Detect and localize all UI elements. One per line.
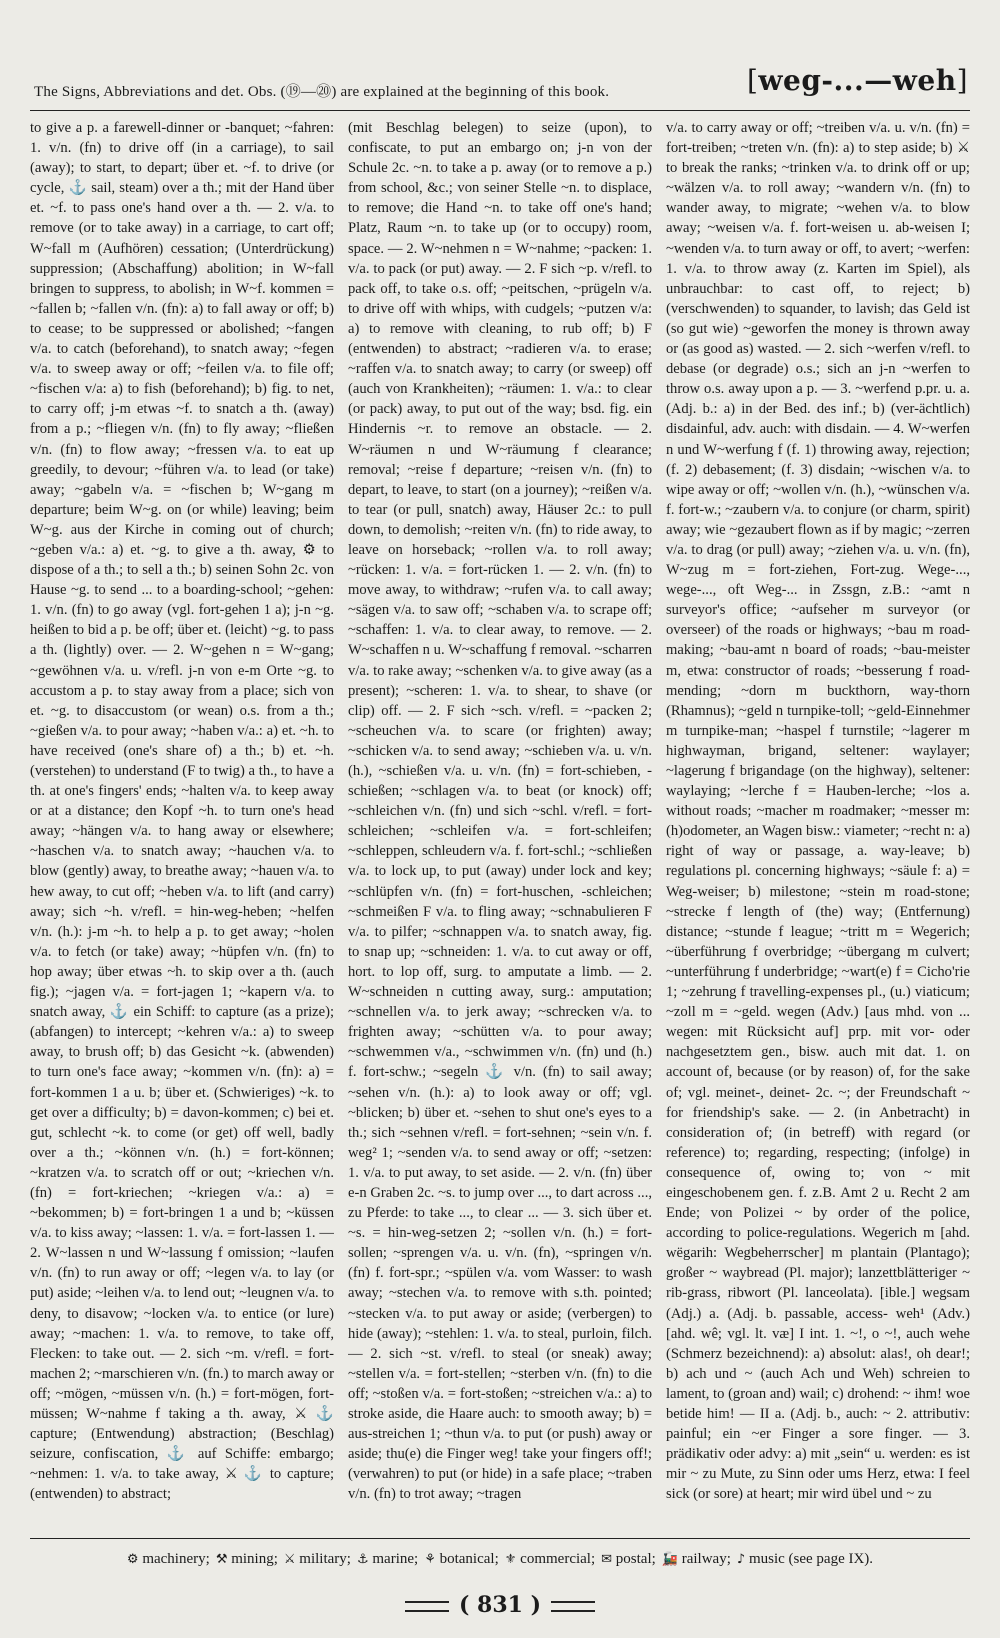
column-3-text: v/a. to carry away or off; ~treiben v/a. u. v/n. (fn) = fort-treiben; ~treten v/n. (fn): a) to step aside; b) ⚔ to break the ranks; ~trinken v/a. to drink off or up; ~wälzen v/a. to roll away; ~wandern v/n. (fn) to wander away, to migrate; ~wehen v/a. to blow away; ~weisen v/a. f. fort-weisen u. ab-weisen I; ~wenden v/a. to turn away or off, to avert; ~werfen: 1. v/a. to throw away (z. Karten im Spiel), als unbrauchbar: to cast off, to reject; b) (verschwenden) to squander, to lavish; das Geld ist (so gut wie) ~geworfen the money is thrown away or (as good as) wasted. — 2. sich ~werfen v/refl. to debase (or degrade) o.s.; sich an j-n ~werfen to throw o.s. away upon a p. — 3. ~werfend p.pr. u. a. (Adj. b.: a) in der Bed. des inf.; b) (ver-ächtlich) disdainful, adv. auch: with disdain. — 4. W~werfen n und W~werfung f (f. 1) throwing away, rejection; (f. 2) debasement; (f. 3) disdain; ~wischen v/a. to wipe away or off; ~wollen v/n. (h.), ~wünschen v/a. f. fort-w.; ~zaubern v/a. to conjure (or charm, spirit) away; wie ~gezaubert flown as if by magic; ~zerren v/a. to drag (or pull) away; ~ziehen v/a. u. v/n. (fn), W~zug m = fort-ziehen, Fort-zug. Wege-..., wege-..., oft Weg-... in Zssgn, z.B.: ~amt n surveyor's office; ~aufseher m surveyor (or overseer) of the roads or highways; ~bau m road-making; ~bau-amt n board of roads; ~bau-meister m, etwa: constructor of roads; ~besserung f road-mending; ~dorn m buckthorn, way-thorn (Rhamnus); ~geld n turnpike-toll; ~geld-Einnehmer m turnpike-man; ~haspel f turnstile; ~lagerer m highwayman, brigand, seltener: waylayer; ~lagerung f brigandage (on the highway), seltener: waylaying; ~lerche f = Hauben-lerche; ~los a. without roads; ~macher m roadmaker; ~messer m: (h)odometer, an Wagen bisw.: viameter; ~recht n: a) right of way or passage, a. way-leave; b) regulations pl. concerning highways; ~säule f: a) = Weg-weiser; b) milestone; ~stein m road-stone; ~strecke f length of (the) way; (Entfernung) distance; ~stunde f league; ~tritt m = Wegerich; ~überführung f overbridge; ~übergang m culvert; ~unterführung f underbridge; ~wart(e) f = Cicho'rie 1; ~zehrung f travelling-expenses pl., (u.) viaticum; ~zoll m = ~geld. wegen (Adv.) [aus mhd. von ... wegen: mit Rücksicht auf] prp. mit vor- oder nachgesetztem gen., bisw. auch mit dat. 1. on account of, because (or by reason) of, for the sake of; vgl. meinet-, deinet- 2c. ~; der Freundschaft ~ for friendship's sake. — 2. (in Anbetracht) in consideration of; (in betreff) with regard (or reference) to; regarding, respecting; (infolge) in consequence of, owing to; von ~ mit eingeschobenem gen. f. z.B. Amt 2 u. Recht 2 am Ende; von Polizei ~ by order of the police, according to police-regulations. Wegerich m [ahd. wëgarih: Wegbeherrscher] m plantain (Plantago); großer ~ waybread (Pl. major); lanzettblätteriger ~ rib-grass, ribwort (Pl. lanceolata). [ible.] wegsam (Adj.) a. (Adj. b. passable, access- weh¹ (Adv.) [ahd. wê; vgl. lt. væ] I int. 1. ~!, o ~!, auch wehe (Schmerz bezeichnend): a) absolut: alas!, oh dear!; b) ach und ~ (auch Ach und Weh) schreien to lament, to (groan and) wail; c) drohend: ~ ihm! woe betide him! — II a. (Adj. b., auch: ~ 2. attributiv: painful; ein ~er Finger a sore finger. — 3. prädikativ oder advy: a) mit „sein“ u. werden: es ist mir ~ zu Mute, zu Sinn oder ums Herz, etwa: I feel sick (or sore) at heart; mir wird übel und ~ zu xyxy=(666,120,970,1503)
column-1-text: to give a p. a farewell-dinner or -banquet; ~fahren: 1. v/n. (fn) to drive off (in a carriage), to sail (away); to start, to depart; über et. ~f. to drive (or cycle, ⚓ sail, steam) over a th.; mit der Hand über et. ~f. to pass one's hand over a th. — 2. v/a. to remove (or to take away) in a carriage, to cart off; W~fall m (Aufhören) cessation; (Unterdrückung) suppression; (Abschaffung) abolition; in W~fall bringen to suppress, to abolish; in W~f. kommen = ~fallen b; ~fallen v/n. (fn): a) to fall away or off; b) to cease; to be suppressed or abolished; ~fangen v/a. to catch (beforehand), to snatch away; ~fegen v/a. to sweep away or off; ~feilen v/a. to file off; ~fischen v/a: a) to fish (beforehand); b) fig. to net, to carry off; j-m etwas ~f. to snatch a th. (away) from a p.; ~fliegen v/n. (fn) to fly away; ~fließen v/n. (fn) to flow away; ~fressen v/a. to eat up greedily, to devour; ~führen v/a. to lead (or take) away; ~gabeln v/a. = ~fischen b; W~gang m departure; beim W~g. on (or while) leaving; beim W~g. aus der Kirche in coming out of church; ~geben v/a.: a) et. ~g. to give a th. away, ⚙ to dispose of a th.; to sell a th.; b) seinen Sohn 2c. von Hause ~g. to send ... to a boarding-school; ~gehen: 1. v/n. (fn) to go away (vgl. fort-gehen 1 a); j-n ~g. heißen to bid a p. be off; über et. (leicht) ~g. to pass a th. (lightly) over. — 2. W~gehen n = W~gang; ~gewöhnen v/a. u. v/refl. j-n von e-m Orte ~g. to accustom a p. to stay away from a place; sich von et. ~g. to disaccustom (or wean) o.s. from a th.; ~gießen v/a. to pour away; ~haben v/a.: a) et. ~h. to have received (one's share of) a th.; b) et. ~h. (verstehen) to understand (F to twig) a th., to have a th. at one's fingers' ends; ~halten v/a. to keep away or at a distance; den Kopf ~h. to turn one's head away; ~hängen v/a. to hang away or elsewhere; ~haschen v/a. to snatch away; ~hauchen v/a. to blow (gently) away, to breathe away; ~hauen v/a. to hew away, to cut off; ~heben v/a. to lift (and carry) away; sich ~h. v/refl. = hin-weg-heben; ~helfen v/n. (h.): j-m ~h. to help a p. to get away; ~holen v/a. to fetch (or take) away; ~hüpfen v/n. (fn) to hop away; über etwas ~h. to skip over a th. (auch fig.); ~jagen v/a. = fort-jagen 1; ~kapern v/a. to snatch away, ⚓ ein Schiff: to capture (as a prize); (abfangen) to intercept; ~kehren v/a.: a) to sweep away, to brush off; b) das Gesicht ~k. (abwenden) to turn one's face away; ~kommen v/n. (fn): a) = fort-kommen 1 a u. b; über et. (Schwieriges) ~k. to get over a difficulty; b) = davon-kommen; c) bei et. gut, schlecht ~k. to come (or get) off well, badly over a th.; ~können v/n. (h.) = fort-können; ~kratzen v/a. to scratch off or out; ~kriechen v/n. (fn) = fort-kriechen; ~kriegen v/a.: a) = ~bekommen; b) = fort-bringen 1 a und b; ~küssen v/a. to kiss away; ~lassen: 1. v/a. = fort-lassen 1. — 2. W~lassen n und W~lassung f omission; ~laufen v/n. (fn) to run away or off; ~legen v/a. to lay (or put) aside; ~leihen v/a. to lend out; ~leugnen v/a. to deny, to disavow; ~locken v/a. to entice (or lure) away; ~machen: 1. v/a. to remove, to take off, Flecken: to take out. — 2. sich ~m. v/refl. = fort-machen 2; ~marschieren v/n. (fn.) to march away or off; ~mögen, ~müssen v/n. (h.) = fort-mögen, fort-müssen; W~nahme f taking a th. away, ⚔ ⚓ capture; (Entwendung) abstraction; (Beschlag) seizure, confiscation, ⚓ auf Schiffe: embargo; ~nehmen: 1. v/a. to take away, ⚔ ⚓ to capture; (entwenden) to abstract; xyxy=(30,120,334,1503)
legend-item: ⚙ machinery; xyxy=(126,1550,210,1567)
page-header xyxy=(30,64,970,111)
legend-item: ⚓ marine; xyxy=(356,1550,419,1567)
column-2 xyxy=(348,118,652,1528)
legend-item: 🚂 railway; xyxy=(661,1550,731,1567)
page-number-text: ( 831 ) xyxy=(458,1592,542,1618)
crossed-swords-icon: ⚔ xyxy=(283,1551,296,1567)
anchor-icon: ⚓ xyxy=(356,1551,369,1567)
legend-item: ♪ music (see page IX). xyxy=(736,1550,874,1567)
ornament-rule xyxy=(551,1601,595,1612)
page-number xyxy=(0,1592,1000,1618)
symbol-legend xyxy=(30,1538,970,1579)
caduceus-icon: ⚜ xyxy=(504,1551,517,1567)
column-3 xyxy=(666,118,970,1528)
flower-icon: ⚘ xyxy=(424,1551,436,1567)
post-horn-icon: ✉ xyxy=(601,1551,613,1567)
column-2-text: (mit Beschlag belegen) to seize (upon), to confiscate, to put an embargo on; j-n von der Schule 2c. ~n. to take a p. away (or to remove a p.) from school, &c.; von seiner Stelle ~n. to displace, to remove; die Hand ~n. to take off one's hand; Platz, Raum ~n. to take up (or to occupy) room, space. — 2. W~nehmen n = W~nahme; ~packen: 1. v/a. to pack (or put) away. — 2. F sich ~p. v/refl. to pack off, to take o.s. off; ~peitschen, ~prügeln v/a. to drive off with whips, with cudgels; ~putzen v/a: a) to remove with cleaning, to rub off; b) F (entwenden) to abstract; ~radieren v/a. to erase; ~raffen v/a. to snatch away; to carry (or sweep) off (auch von Krankheiten); ~räumen: 1. v/a.: to clear (or pack) away, to put out of the way; bsd. fig. ein Hindernis ~r. to remove an obstacle. — 2. W~räumen n und W~räumung f clearance; removal; ~reise f departure; ~reisen v/n. (fn) to depart, to leave, to start (on a journey); ~reißen v/a. to tear (or pull, snatch) away, Häuser 2c.: to pull down, to demolish; ~reiten v/n. (fn) to ride away, to leave on horseback; ~rollen v/a. to roll away; ~rücken: 1. v/a. = fort-rücken 1. — 2. v/n. (fn) to move away, to withdraw; ~rufen v/a. to call away; ~sägen v/a. to saw off; ~schaben v/a. to scrape off; ~schaffen: 1. v/a. to clear away, to remove. — 2. W~schaffen n u. W~schaffung f removal. ~scharren v/a. to rake away; ~schenken v/a. to give away (as a present); ~scheren: 1. v/a. to shear, to shave (or clip) off. — 2. F sich ~sch. v/refl. = ~packen 2; ~scheuchen v/a. to scare (or frighten) away; ~schicken v/a. to send away; ~schieben v/a. u. v/n. (h.), ~schießen v/a. u. v/n. (fn) = fort-schieben, -schießen; ~schlagen v/a. to beat (or knock) off; ~schleichen v/n. (fn) und sich ~schl. v/refl. = fort-schleichen; ~schleifen v/a. = fort-schleifen; ~schleppen, schleudern v/a. f. fort-schl.; ~schließen v/a. to lock up, to put (away) under lock and key; ~schlüpfen v/n. (fn) = fort-huschen, -schleichen; ~schmeißen F v/a. to fling away; ~schnabulieren F v/a. to pilfer; ~schnappen v/a. to snatch away, fig. to snap up; ~schneiden: 1. v/a. to cut away or off, hort. to lop off, surg. to amputate a limb. — 2. W~schneiden n cutting away, surg.: amputation; ~schnellen v/a. to jerk away; ~schrecken v/a. to frighten away; ~schütten v/a. to pour away; ~schwemmen v/a., ~schwimmen v/n. (fn) und (h.) f. fort-schw.; ~segeln ⚓ v/n. (fn) to sail away; ~sehen v/n. (h.): a) to look away or off; vgl. ~blicken; b) über et. ~sehen to shut one's eyes to a th.; sich ~sehnen v/refl. = fort-sehnen; ~sein v/n. f. weg² 1; ~senden v/a. to send away or off; ~setzen: 1. v/a. to put away, to set aside. — 2. v/n. (fn) über e-n Graben 2c. ~s. to jump over ..., to dart across ..., zu Pferde: to take ..., to clear ... — 3. sich über et. ~s. = hin-weg-setzen 2; ~sollen v/n. (h.) = fort-sollen; ~sprengen v/a. u. v/n. (fn), ~springen v/n. (fn) f. fort-spr.; ~spülen v/a. vom Wasser: to wash away; ~stechen v/a. to remove with s.th. pointed; ~stecken v/a. to put away or aside; (verbergen) to hide (away); ~stehlen: 1. v/a. to steal, purloin, filch. — 2. sich ~st. v/refl. to steal (or sneak) away; ~stellen v/a. = fort-stellen; ~sterben v/n. (fn) to die off; ~stoßen v/a. = fort-stoßen; ~streichen v/a.: a) to stroke aside, die Haare auch: to smooth away; b) = aus-streichen 1; ~thun v/a. to put (or push) away or aside; thu(e) die Finger weg! take your fingers off!; (verwahren) to put (or hide) in a safe place; ~traben v/n. (fn) to trot away; ~tragen xyxy=(348,120,652,1503)
gear-icon: ⚙ xyxy=(126,1551,139,1567)
text-columns xyxy=(30,118,970,1528)
legend-item: ⚔ military; xyxy=(283,1550,351,1567)
column-1 xyxy=(30,118,334,1528)
legend-item: ⚜ commercial; xyxy=(504,1550,596,1567)
header-note: The Signs, Abbreviations and det. Obs. (⑲—⑳) are explained at the beginning of this book. xyxy=(34,84,610,100)
hammer-pick-icon: ⚒ xyxy=(215,1551,228,1567)
legend-item: ✉ postal; xyxy=(601,1550,656,1567)
locomotive-icon: 🚂 xyxy=(661,1551,678,1567)
legend-item: ⚒ mining; xyxy=(215,1550,278,1567)
legend-item: ⚘ botanical; xyxy=(424,1550,499,1567)
header-range-text: weg-...—weh xyxy=(758,64,957,97)
ornament-rule xyxy=(405,1601,449,1612)
header-entry-range: [weg-...—weh] xyxy=(746,64,968,97)
music-note-icon: ♪ xyxy=(736,1551,746,1567)
